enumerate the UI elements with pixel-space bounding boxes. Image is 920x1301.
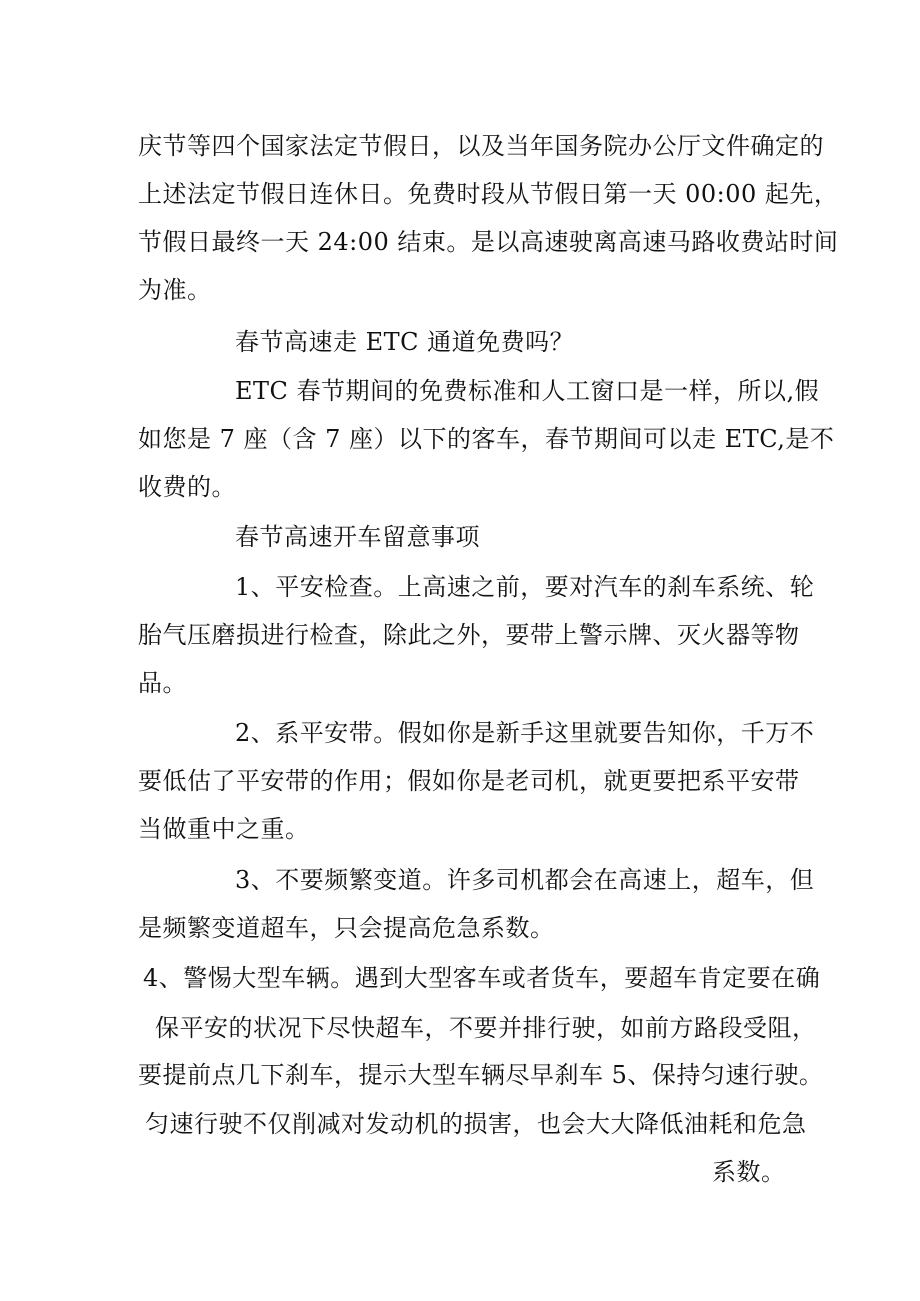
- text-line: 是频繁变道超车，只会提高危急系数。: [138, 914, 555, 942]
- text-line: 如您是 7 座（含 7 座）以下的客车，春节期间可以走 ETC,是不: [138, 425, 835, 453]
- text-line: 当做重中之重。: [138, 815, 310, 843]
- text-line: 4、警惕大型车辆。遇到大型客车或者货车，要超车肯定要在确: [143, 964, 821, 992]
- text-line: 庆节等四个国家法定节假日，以及当年国务院办公厅文件确定的: [138, 132, 824, 160]
- text-line: 匀速行驶不仅削减对发动机的损害，也会大大降低油耗和危急: [145, 1110, 807, 1138]
- text-line: 上述法定节假日连休日。免费时段从节假日第一天 00:00 起先，: [138, 180, 839, 208]
- text-line: 品。: [138, 669, 187, 697]
- text-line: 1、平安检查。上高速之前，要对汽车的刹车系统、轮: [235, 573, 815, 601]
- text-line: 节假日最终一天 24:00 结束。是以高速驶离高速马路收费站时间: [138, 228, 839, 256]
- text-line: 要提前点几下刹车，提示大型车辆尽早刹车 5、保持匀速行驶。: [138, 1061, 824, 1089]
- text-line: ETC 春节期间的免费标准和人工窗口是一样，所以,假: [235, 377, 820, 405]
- section-heading: 春节高速开车留意事项: [235, 523, 480, 551]
- text-line: 2、系平安带。假如你是新手这里就要告知你，千万不: [235, 719, 815, 747]
- text-line: 收费的。: [138, 473, 236, 501]
- text-line: 为准。: [138, 276, 212, 304]
- text-line: 保平安的状况下尽快超车，不要并排行驶，如前方路段受阻，: [155, 1014, 817, 1042]
- text-line: 系数。: [712, 1158, 786, 1186]
- section-heading: 春节高速走 ETC 通道免费吗？: [235, 328, 575, 356]
- text-line: 胎气压磨损进行检查，除此之外，要带上警示牌、灭火器等物: [138, 621, 800, 649]
- text-line: 要低估了平安带的作用；假如你是老司机，就更要把系平安带: [138, 767, 800, 795]
- text-line: 3、不要频繁变道。许多司机都会在高速上，超车，但: [235, 866, 815, 894]
